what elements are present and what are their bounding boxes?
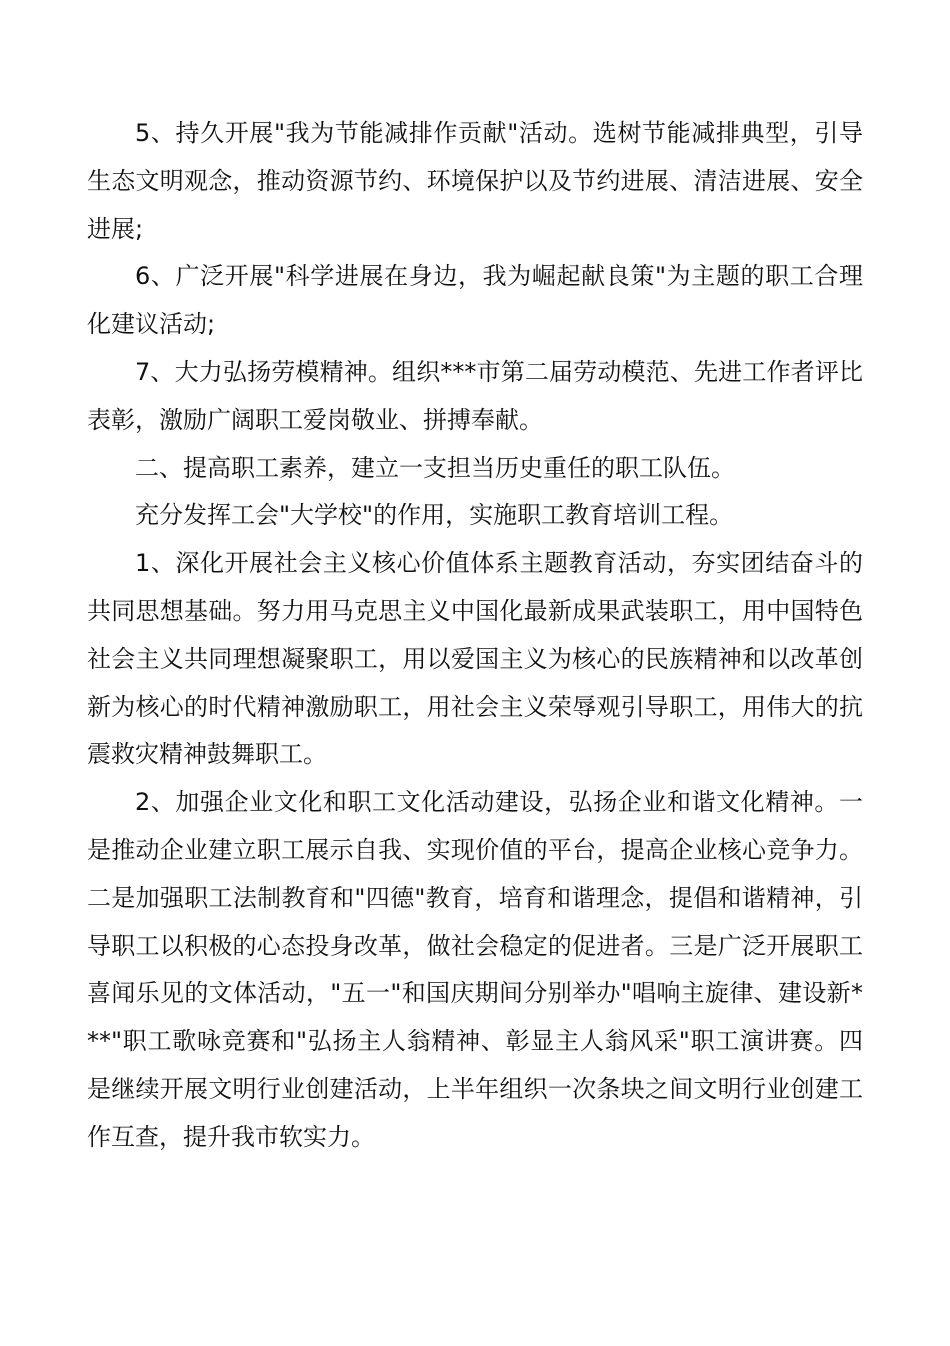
document-body	[87, 110, 863, 1162]
section-intro: 充分发挥工会"大学校"的作用，实施职工教育培训工程。	[135, 501, 734, 530]
paragraph-item-1: 1、深化开展社会主义核心价值体系主题教育活动，夯实团结奋斗的共同思想基础。努力用马克思主义中国化最新成果武装职工，用中国特色社会主义共同理想凝聚职工，用以爱国主义为核心的民族精神和以改革创新为核心的时代精神激励职工，用社会主义荣辱观引导职工，用伟大的抗震救灾精神鼓舞职工。	[87, 549, 863, 769]
paragraph-item-2: 2、加强企业文化和职工文化活动建设，弘扬企业和谐文化精神。一是推动企业建立职工展示自我、实现价值的平台，提高企业核心竞争力。二是加强职工法制教育和"四德"教育，培育和谐理念，提倡和谐精神，引导职工以积极的心态投身改革，做社会稳定的促进者。三是广泛开展职工喜闻乐见的文体活动，"五一"和国庆期间分别举办"唱响主旋律、建设新***"职工歌咏竞赛和"弘扬主人翁精神、彰显主人翁风采"职工演讲赛。四是继续开展文明行业创建活动，上半年组织一次条块之间文明行业创建工作互查，提升我市软实力。	[87, 788, 863, 1151]
section-heading-2: 二、提高职工素养，建立一支担当历史重任的职工队伍。	[135, 453, 735, 482]
paragraph-item-7: 7、大力弘扬劳模精神。组织***市第二届劳动模范、先进工作者评比表彰，激励广阔职工爱岗敬业、拼搏奉献。	[87, 357, 863, 434]
paragraph-item-6: 6、广泛开展"科学进展在身边，我为崛起献良策"为主题的职工合理化建议活动;	[87, 262, 863, 339]
paragraph-item-5: 5、持久开展"我为节能减排作贡献"活动。选树节能减排典型，引导生态文明观念，推动资源节约、环境保护以及节约进展、清洁进展、安全进展;	[87, 119, 863, 243]
